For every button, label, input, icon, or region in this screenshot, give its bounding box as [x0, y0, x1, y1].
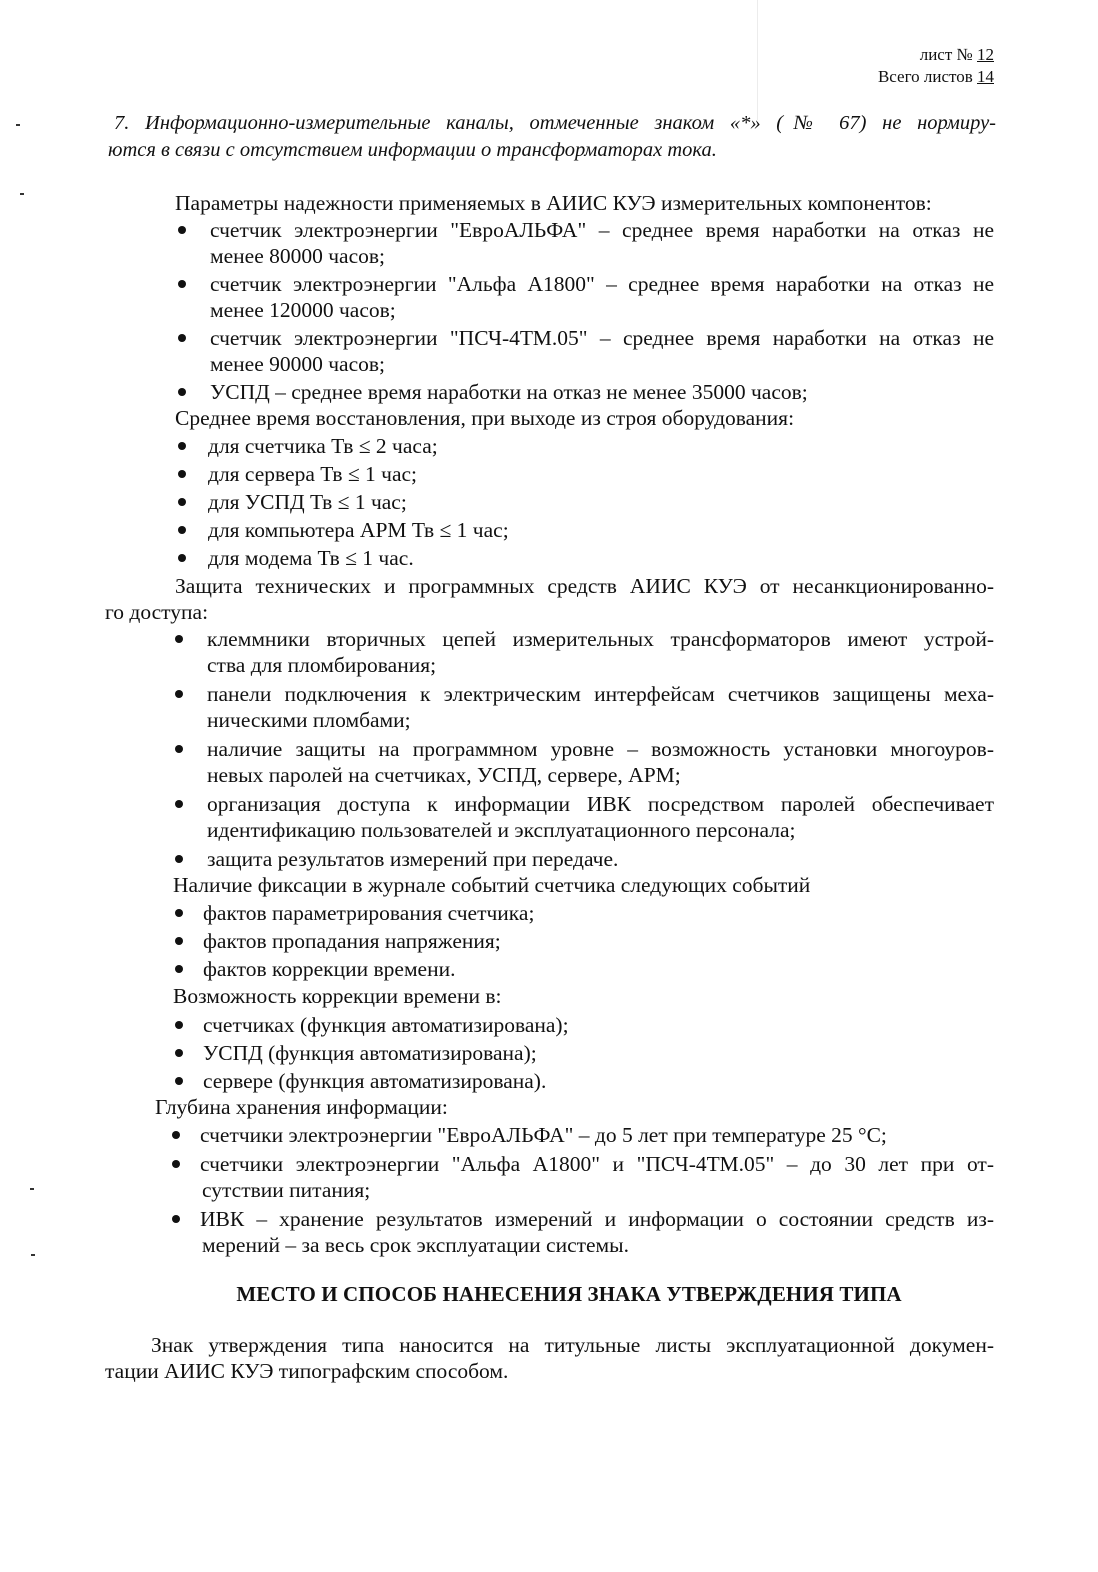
bullet-icon [175, 1049, 183, 1057]
recovery-item: для компьютера АРМ Тв ≤ 1 час; [208, 518, 509, 542]
scan-mark [16, 124, 20, 126]
reliability-item-3-line-1: счетчик электроэнергии "ПСЧ-4ТМ.05" – среднее время наработки на отказ не [210, 326, 994, 350]
time-correction-intro: Возможность коррекции времени в: [173, 984, 502, 1008]
bullet-icon [178, 280, 186, 288]
bullet-icon [178, 526, 186, 534]
bullet-icon [175, 909, 183, 917]
storage-item-3-line-2: мерений – за весь срок эксплуатации системы. [202, 1233, 629, 1257]
time-correction-item: УСПД (функция автоматизирована); [203, 1041, 537, 1065]
events-intro: Наличие фиксации в журнале событий счетчика следующих событий [173, 873, 811, 897]
section-heading: МЕСТО И СПОСОБ НАНЕСЕНИЯ ЗНАКА УТВЕРЖДЕНИЯ ТИПА [236, 1282, 902, 1306]
recovery-intro: Среднее время восстановления, при выходе из строя оборудования: [175, 406, 795, 430]
bullet-icon [178, 226, 186, 234]
reliability-item-4: УСПД – среднее время наработки на отказ не менее 35000 часов; [210, 380, 808, 404]
bullet-icon [178, 554, 186, 562]
protection-item-3-line-2: невых паролей на счетчиках, УСПД, сервере, АРМ; [207, 763, 681, 787]
recovery-item: для модема Тв ≤ 1 час. [208, 546, 414, 570]
protection-item-3-line-1: наличие защиты на программном уровне – возможность установки многоуров- [207, 737, 994, 761]
storage-item-3-line-1: ИВК – хранение результатов измерений и информации о состоянии средств из- [200, 1207, 994, 1231]
protection-item-4-line-1: организация доступа к информации ИВК посредством паролей обеспечивает [207, 792, 994, 816]
recovery-item: для УСПД Тв ≤ 1 час; [208, 490, 407, 514]
bullet-icon [175, 745, 183, 753]
bullet-icon [178, 388, 186, 396]
protection-item-1-line-1: клеммники вторичных цепей измерительных трансформаторов имеют устрой- [207, 627, 994, 651]
scan-artifact-line [757, 0, 758, 120]
protection-item-2-line-1: панели подключения к электрическим интерфейсам счетчиков защищены меха- [207, 682, 994, 706]
protection-item-2-line-2: ническими пломбами; [207, 708, 411, 732]
section-paragraph-line-1: Знак утверждения типа наносится на титульные листы эксплуатационной докумен- [151, 1333, 994, 1357]
sheet-number: 12 [977, 45, 994, 64]
bullet-icon [175, 690, 183, 698]
bullet-icon [172, 1131, 180, 1139]
scan-mark [20, 193, 24, 195]
bullet-icon [175, 1077, 183, 1085]
total-sheets-line [878, 66, 994, 88]
events-item: фактов параметрирования счетчика; [203, 901, 535, 925]
protection-item-1-line-2: ства для пломбирования; [207, 653, 437, 677]
storage-item-1: счетчики электроэнергии "ЕвроАЛЬФА" – до 5 лет при температуре 25 °С; [200, 1123, 887, 1147]
storage-item-2-line-2: сутствии питания; [202, 1178, 371, 1202]
bullet-icon [172, 1160, 180, 1168]
bullet-icon [175, 800, 183, 808]
bullet-icon [175, 937, 183, 945]
section-paragraph-line-2: тации АИИС КУЭ типографским способом. [105, 1359, 509, 1383]
reliability-item-1-line-2: менее 80000 часов; [210, 244, 386, 268]
note-7-line-2: ются в связи с отсутствием информации о трансформаторах тока. [108, 139, 717, 161]
scan-mark [31, 1254, 35, 1256]
bullet-icon [175, 965, 183, 973]
events-item: фактов коррекции времени. [203, 957, 456, 981]
protection-item-4-line-2: идентификацию пользователей и эксплуатационного персонала; [207, 818, 796, 842]
reliability-item-2-line-1: счетчик электроэнергии "Альфа А1800" – среднее время наработки на отказ не [210, 272, 994, 296]
time-correction-item: сервере (функция автоматизирована). [203, 1069, 547, 1093]
sheet-number-line [920, 44, 994, 66]
time-correction-item: счетчиках (функция автоматизирована); [203, 1013, 569, 1037]
bullet-icon [178, 442, 186, 450]
note-7-line-1: 7. Информационно-измерительные каналы, отмеченные знаком «*» (№ 67) не нормиру- [114, 112, 996, 134]
scan-mark [30, 1188, 34, 1190]
storage-item-2-line-1: счетчики электроэнергии "Альфа А1800" и "ПСЧ-4ТМ.05" – до 30 лет при от- [200, 1152, 994, 1176]
bullet-icon [172, 1215, 180, 1223]
reliability-item-1-line-1: счетчик электроэнергии "ЕвроАЛЬФА" – среднее время наработки на отказ не [210, 218, 994, 242]
total-number: 14 [977, 67, 994, 86]
bullet-icon [175, 855, 183, 863]
bullet-icon [175, 1021, 183, 1029]
total-label: Всего листов [877, 67, 973, 86]
reliability-item-2-line-2: менее 120000 часов; [210, 298, 396, 322]
bullet-icon [178, 498, 186, 506]
protection-intro-line-1: Защита технических и программных средств АИИС КУЭ от несанкционированно- [175, 574, 994, 598]
storage-intro: Глубина хранения информации: [155, 1095, 448, 1119]
sheet-label: лист № [919, 45, 973, 64]
events-item: фактов пропадания напряжения; [203, 929, 501, 953]
bullet-icon [178, 334, 186, 342]
bullet-icon [175, 635, 183, 643]
reliability-intro: Параметры надежности применяемых в АИИС КУЭ измерительных компонентов: [175, 191, 932, 215]
reliability-item-3-line-2: менее 90000 часов; [210, 352, 386, 376]
recovery-item: для сервера Тв ≤ 1 час; [208, 462, 418, 486]
bullet-icon [178, 470, 186, 478]
recovery-item: для счетчика Тв ≤ 2 часа; [208, 434, 438, 458]
protection-intro-line-2: го доступа: [105, 600, 209, 624]
protection-item-5: защита результатов измерений при передаче. [207, 847, 619, 871]
